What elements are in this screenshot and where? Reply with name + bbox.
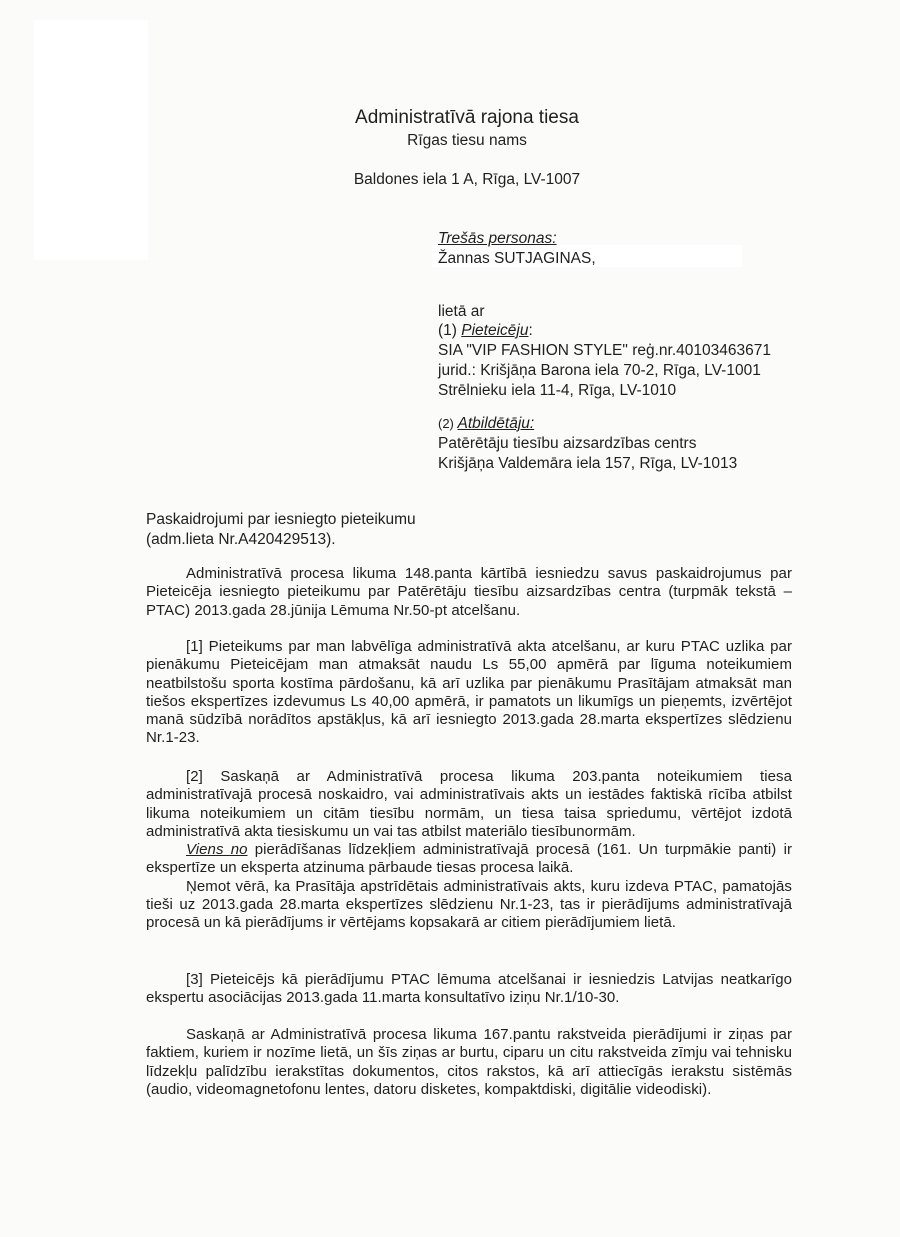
respondent-name: Patērētāju tiesību aizsardzības centrs — [438, 435, 697, 452]
court-address: Baldones iela 1 A, Rīga, LV-1007 — [353, 171, 581, 188]
applicant-colon: : — [528, 322, 533, 339]
respondent-number: (2) — [438, 416, 458, 431]
applicant-number: (1) — [438, 322, 462, 339]
applicant-block — [438, 321, 798, 401]
third-party-label: Trešās personas: — [438, 230, 557, 247]
applicant-legal-address: jurid.: Krišjāņa Barona iela 70-2, Rīga, LV-1001 — [438, 362, 761, 379]
applicant-label: Pieteicēju — [461, 322, 529, 339]
respondent-block — [438, 414, 798, 474]
subject-block — [146, 510, 486, 550]
respondent-address: Krišjāņa Valdemāra iela 157, Rīga, LV-1013 — [438, 455, 738, 472]
applicant-company: SIA "VIP FASHION STYLE" reģ.nr.40103463671 — [438, 342, 771, 359]
paragraph-2b-emphasis: Viens no — [186, 841, 248, 859]
court-name: Administratīvā rajona tiesa — [355, 107, 579, 128]
paragraph-2b — [146, 841, 792, 878]
intro-paragraph — [146, 565, 792, 620]
third-party-name: Žannas SUTJAGINAS, — [438, 250, 596, 267]
paragraph-2-text: [2] Saskaņā ar Administratīvā procesa likuma 203.panta noteikumiem tiesa administratīvajā procesā noskaidro, vai administratīvais akts un iestādes faktiskā rīcība atbilst likuma noteikumiem un citām tiesību normām, un tiesa taisa spriedumu, vērtējot izdotā administratīvā akta tiesiskumu un vai tas atbilst materiālo tiesībunormām. — [146, 768, 792, 840]
paragraph-4 — [146, 1026, 792, 1099]
redaction-block-top-left — [34, 20, 148, 260]
paragraph-2c-text: Ņemot vērā, ka Prasītāja apstrīdētais administratīvais akts, kuru izdeva PTAC, pamatojās tieši uz 2013.gada 28.marta ekspertīzes slēdzienu Nr.1-23, tas ir pierādījums administratīvajā procesā un kā pierādījums ir vērtējams kopsakarā ar citiem pierādījumiem lietā. — [146, 877, 792, 932]
paragraph-3 — [146, 971, 792, 1008]
paragraph-1-text: [1] Pieteikums par man labvēlīga administratīvā akta atcelšanu, ar kuru PTAC uzlika par pienākumu Pieteicējam man atmaksāt naudu Ls 55,00 apmērā par līguma noteikumiem neatbilstošu sporta kostīma pārdošanu, kā arī uzlika par pienākumu Prasītājam atmaksāt man tiešos ekspertīzes izdevumus Ls 40,00 apmērā, ir pamatots un likumīgs un pieņemts, izvērtējot manā sūdzībā norādītos apstākļus, kā arī iesniegto 2013.gada 28.marta ekspertīzes slēdzienu Nr.1-23. — [146, 638, 792, 747]
paragraph-1 — [146, 638, 792, 748]
applicant-address: Strēlnieku iela 11-4, Rīga, LV-1010 — [438, 382, 677, 399]
court-house: Rīgas tiesu nams — [407, 132, 527, 149]
respondent-label: Atbildētāju: — [457, 415, 535, 432]
paragraph-3-text: [3] Pieteicējs kā pierādījumu PTAC lēmuma atcelšanai ir iesniedzis Latvijas neatkarīgo ekspertu asociācijas 2013.gada 11.marta konsultatīvo iziņu Nr.1/10-30. — [146, 971, 792, 1007]
case-reference: lietā ar — [438, 303, 485, 320]
applicant-heading — [438, 321, 798, 341]
third-party-block — [438, 229, 758, 269]
paragraph-2 — [146, 768, 792, 933]
respondent-heading — [438, 414, 798, 434]
subject-line-2: (adm.lieta Nr.A420429513). — [146, 531, 336, 548]
subject-line-1: Paskaidrojumi par iesniegto pieteikumu — [146, 511, 416, 528]
paragraph-4-text: Saskaņā ar Administratīvā procesa likuma 167.pantu rakstveida pierādījumi ir ziņas par faktiem, kuriem ir nozīme lietā, un šīs ziņas ar burtu, ciparu un citu rakstveida zīmju vai tehnisku līdzekļu palīdzību ierakstītas dokumentos, citos rakstos, kā arī attiecīgās ierakstu sistēmās (audio, videomagnetofonu lentes, datoru disketes, kompaktdiski, digitālie videodiski). — [146, 1026, 792, 1098]
intro-text: Administratīvā procesa likuma 148.panta kārtībā iesniedzu savus paskaidrojumus par Pieteicēja iesniegto pieteikumu par Patērētāju tiesību aizsardzības centra (turpmāk tekstā – PTAC) 2013.gada 28.jūnija Lēmuma Nr.50-pt atcelšanu. — [146, 565, 792, 619]
paragraph-2b-text: pierādīšanas līdzekļiem administratīvajā procesā (161. Un turpmākie panti) ir ekspertīze un eksperta atzinuma pārbaude tiesas procesa laikā. — [146, 841, 792, 877]
